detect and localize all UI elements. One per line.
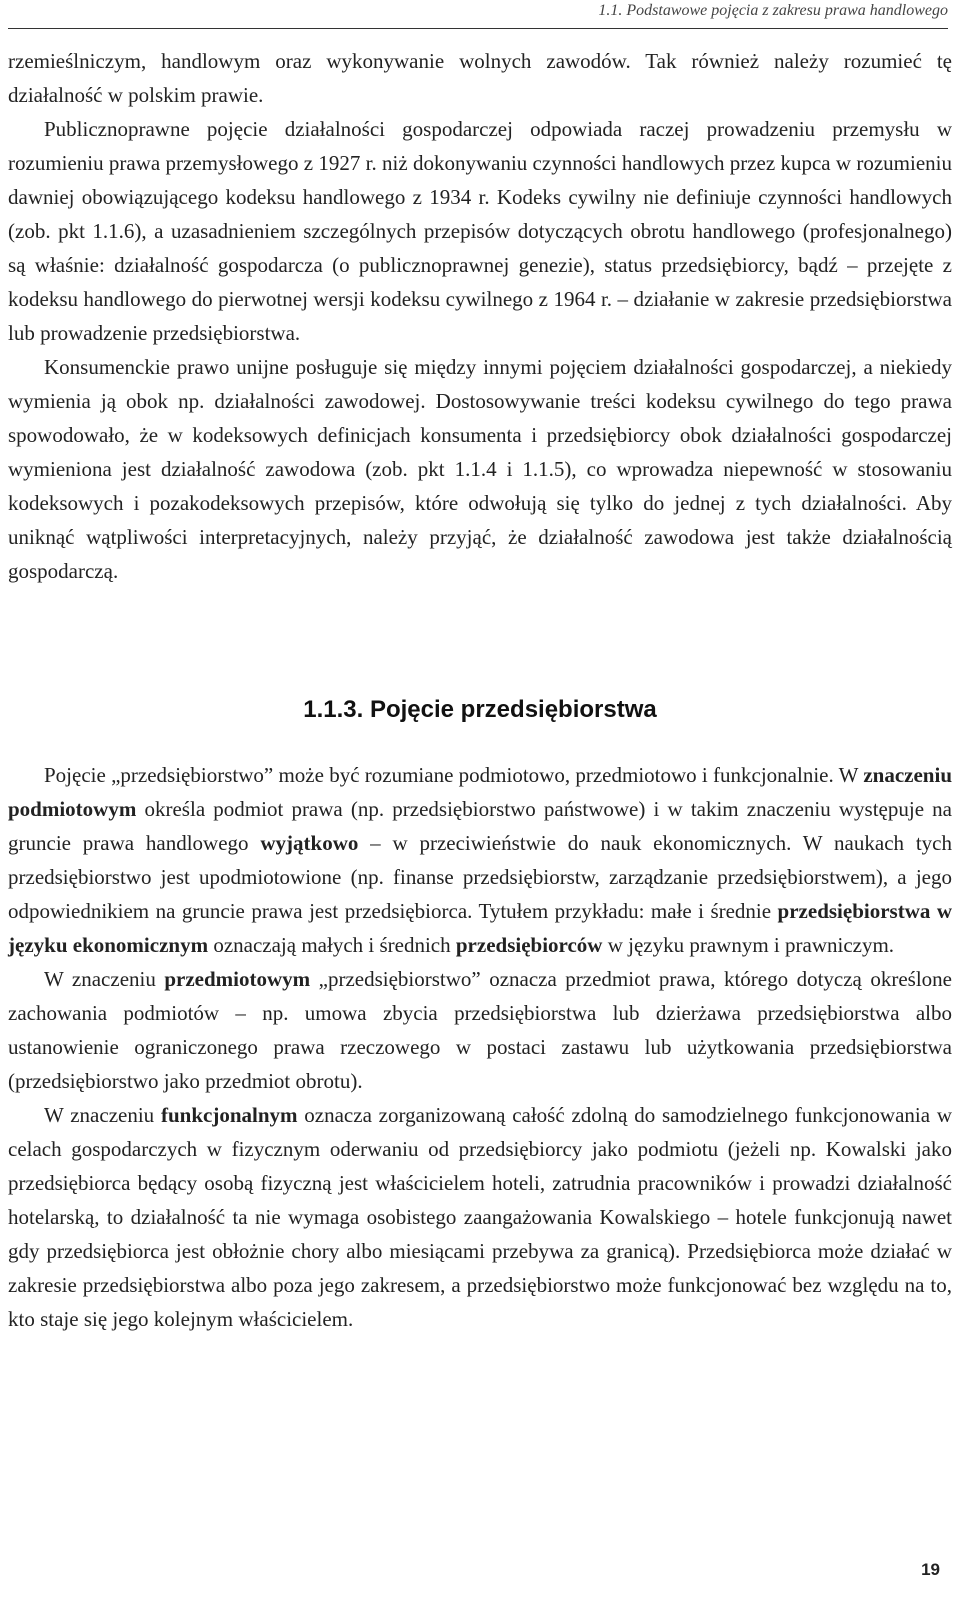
section-heading: 1.1.3. Pojęcie przedsiębiorstwa — [303, 696, 657, 723]
text-run: oznacza zorganizowaną całość zdolną do samodzielnego funkcjonowania w celach gospodarczych w fizycznym oderwaniu od przedsiębiorcy jako podmiotu (jeżeli np. Kowalski jako przedsiębiorca będący osobą fizyczną jest właścicielem hoteli, zatrudnia pracowników i prowadzi działalność hotelarską, to działalność ta nie wymaga osobistego zaangażowania Kowalskiego – hotele funkcjonują nawet gdy przedsiębiorca jest obłożnie chory albo miesiącami przebywa za granicą). Przedsiębiorca może działać w zakresie przedsiębiorstwa albo poza jego zakresem, a przedsiębiorstwo może funkcjonować bez względu na to, kto staje się jego kolejnym właścicielem. — [8, 1103, 952, 1331]
text-run: – w przeciwieństwie do nauk ekonomicznych. W naukach tych przedsiębiorstwo jest upodmiotowione (np. finanse przedsiębiorstw, zarządzanie przedsiębiorstwem), a jego odpowiednikiem na gruncie prawa jest przedsiębiorca. Tytułem przykładu: małe i średnie — [8, 831, 952, 923]
text-run: „przedsiębiorstwo” oznacza przedmiot prawa, którego dotyczą określone zachowania podmiotów – np. umowa zbycia przedsiębiorstwa lub dzierżawa przedsiębiorstwa albo ustanowienie ograniczonego prawa rzeczowego w postaci zastawu lub użytkowania przedsiębiorstwa (przedsiębiorstwo jako przedmiot obrotu). — [8, 967, 952, 1093]
bold-term-economic-language: przedsiębiorstwa w języku ekonomicznym — [8, 899, 952, 957]
page-number: 19 — [921, 1560, 940, 1579]
paragraph-public-law: Publicznoprawne pojęcie działalności gospodarczej odpowiada raczej prowadzeniu przemysłu w rozumieniu prawa przemysłowego z 1927 r. niż dokonywaniu czynności handlowych przez kupca w rozumieniu dawniej obowiązującego kodeksu handlowego z 1934 r. Kodeks cywilny nie definiuje czynności handlowych (zob. pkt 1.1.6), a uzasadnieniem szczególnych przepisów dotyczących obrotu handlowego (profesjonalnego) są właśnie: działalność gospodarcza (o publicznoprawnej genezie), status przedsiębiorcy, bądź – przejęte z kodeksu handlowego do pierwotnej wersji kodeksu cywilnego z 1964 r. – działanie w zakresie przedsiębiorstwa lub prowadzenie przedsiębiorstwa. — [8, 117, 952, 345]
text-run: W znaczeniu — [44, 967, 165, 991]
text-run: oznaczają małych i średnich — [208, 933, 456, 957]
bold-term-objective: przedmiotowym — [164, 967, 311, 991]
running-title: 1.1. Podstawowe pojęcia z zakresu prawa handlowego — [598, 2, 948, 19]
bold-term-subjective: znaczeniu podmiotowym — [8, 763, 952, 821]
body-text-section — [8, 758, 952, 1336]
paragraph-objective-meaning — [8, 962, 952, 1098]
body-text-top — [8, 44, 952, 588]
running-header — [8, 0, 948, 29]
text-run: Pojęcie „przedsiębiorstwo” może być rozumiane podmiotowo, przedmiotowo i funkcjonalnie. W — [44, 763, 864, 787]
bold-term-functional: funkcjonalnym — [160, 1103, 298, 1127]
bold-term-exceptionally: wyjątkowo — [260, 831, 359, 855]
paragraph-consumer-law: Konsumenckie prawo unijne posługuje się między innymi pojęciem działalności gospodarczej, a niekiedy wymienia ją obok np. działalności zawodowej. Dostosowywanie treści kodeksu cywilnego do tego prawa spowodowało, że w kodeksowych definicjach konsumenta i przedsiębiorcy obok działalności gospodarczej wymieniona jest działalność zawodowa (zob. pkt 1.1.4 i 1.1.5), co wprowadza niepewność w stosowaniu kodeksowych i pozakodeksowych przepisów, które odwołują się tylko do jednej z tych działalności. Aby uniknąć wątpliwości interpretacyjnych, należy przyjąć, że działalność zawodowa jest także działalnością gospodarczą. — [8, 355, 952, 583]
paragraph-functional-meaning — [8, 1098, 952, 1336]
paragraph-continuation: rzemieślniczym, handlowym oraz wykonywanie wolnych zawodów. Tak również należy rozumieć tę działalność w polskim prawie. — [8, 49, 952, 107]
text-run: określa podmiot prawa (np. przedsiębiorstwo państwowe) i w takim znaczeniu występuje na gruncie prawa handlowego — [8, 797, 952, 855]
text-run: W znaczeniu — [44, 1103, 161, 1127]
bold-term-entrepreneurs: przedsiębiorców — [455, 933, 603, 957]
text-run: w języku prawnym i prawniczym. — [602, 933, 895, 957]
paragraph-enterprise-concept — [8, 758, 952, 962]
